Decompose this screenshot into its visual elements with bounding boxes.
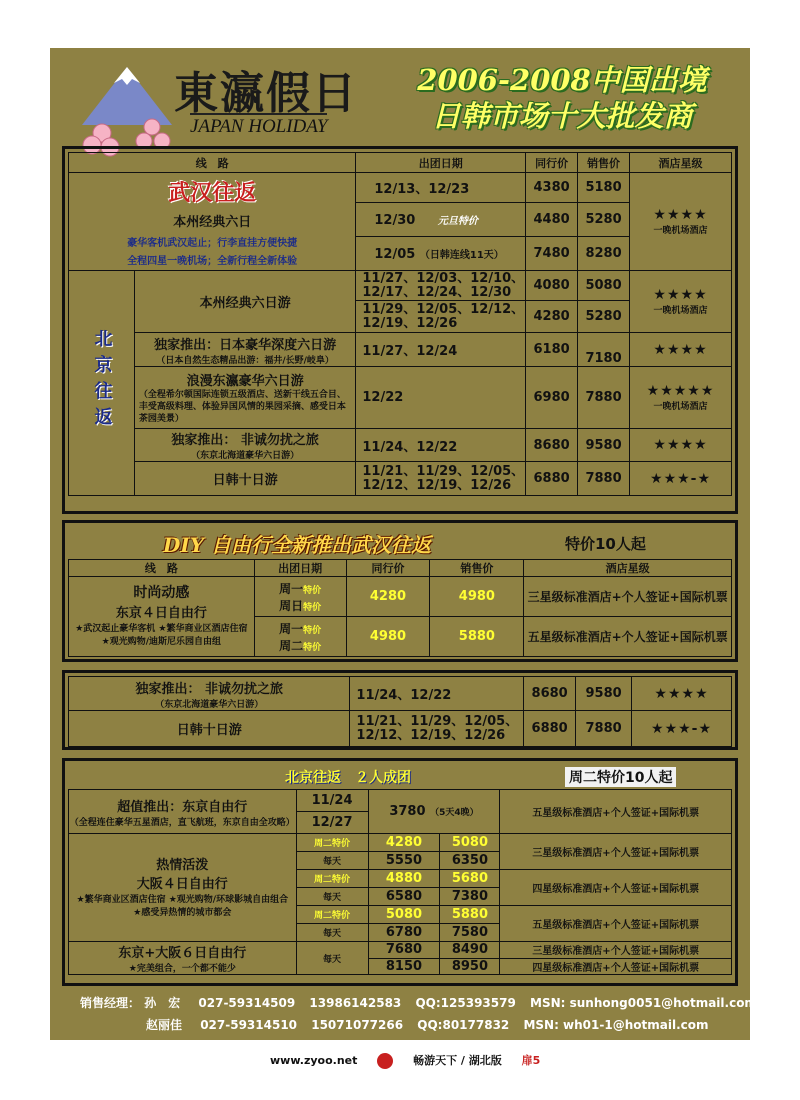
bj-sale-6: 7880 [578,462,630,496]
diy-day-2a: 周一 [279,621,304,636]
osaka-hotel-2: 四星级标准酒店+个人签证+国际机票 [500,870,732,906]
table-row [69,942,732,959]
wuhan-date-2-cell [356,203,526,237]
extra-date-1: 11/24、12/22 [350,677,524,711]
wuhan-desc2: 全程四星一晚机场；全新行程全新体验 [127,256,298,267]
wuhan-date-1: 12/13、12/23 [356,173,526,203]
osaka-sale-5: 5880 [440,906,500,924]
bj-route-5-sub: （东京北海道豪华六日游） [191,451,300,461]
combo-day: 每天 [296,942,368,975]
bj-sale-1: 5080 [578,271,630,301]
website: www.zyoo.net [270,1054,358,1067]
super-route-cell [69,790,297,834]
table-row [69,367,732,429]
diy-route-cell [69,577,255,657]
bj-route-4 [134,367,356,429]
osaka-day-5: 周二特价 [296,906,368,924]
diy-route-name: 时尚动感 [133,585,190,601]
combo-sale-1: 8490 [440,942,500,959]
osaka-sale-1: 5080 [440,834,500,852]
diy-title: DIY 自由行全新推出武汉往返 [163,533,431,557]
osaka-route-desc: ★繁华商业区酒店住宿 ★观光购物/环球影城自由组合 ★感受异热情的城市都会 [76,894,289,918]
diy-header-sale: 销售价 [430,560,524,577]
diy-peer-2: 4980 [346,617,430,657]
bj-date-2a: 11/29、12/05、12/12、 [362,301,525,317]
osaka-hotel-1: 三星级标准酒店+个人签证+国际机票 [500,834,732,870]
diy-tag-1b: 特价 [303,602,322,613]
diy-route-desc: ★武汉起止豪华客机 ★繁华商业区酒店住宿 ★观光购物/迪斯尼乐园自由组 [75,624,248,647]
osaka-day-6: 每天 [296,924,368,942]
bj-route-3-sub: （日本自然生态精品出游：福井/长野/岐阜） [156,355,334,366]
bj-sale-3: 7180 [578,333,630,367]
section-diy [62,520,738,662]
section-extra-routes [62,670,738,750]
extra-peer-1: 8680 [524,677,576,711]
publication: 畅游天下 / 湖北版 [413,1054,502,1067]
bj-hotel-4 [630,367,732,429]
flyer-page [50,48,757,1040]
diy-header-peer: 同行价 [346,560,430,577]
header-peer-price: 同行价 [526,153,578,173]
bj-hotel-6: ★★★-★ [630,462,732,496]
combo-route-name: 东京+大阪６日自由行 [118,946,247,961]
bj-peer-5: 8680 [526,429,578,462]
osaka-day-4: 每天 [296,888,368,906]
super-date-1: 11/24 [296,790,368,812]
super-price: 3780 [389,804,426,819]
diy-tag-2b: 特价 [303,642,322,653]
bj-route-3-name: 独家推出：日本豪华深度六日游 [154,337,337,353]
diy-tag-1: 特价 [303,585,322,596]
contact-row-2 [146,1016,709,1033]
headline [372,62,752,134]
extra-peer-2: 6880 [524,711,576,747]
table-row [69,677,732,711]
extra-sale-1: 9580 [576,677,632,711]
osaka-day-2: 每天 [296,852,368,870]
diy-day-1a: 周一 [279,581,304,596]
header-hotel: 酒店星级 [630,153,732,173]
osaka-peer-3: 4880 [368,870,440,888]
bj-hotel-1 [630,271,732,333]
contact-2-tel: 027-59314510 [200,1018,298,1032]
diy-hotel-1: 三星级标准酒店+个人签证+国际机票 [524,577,732,617]
super-hotel: 五星级标准酒店+个人签证+国际机票 [500,790,732,834]
extra-route-1-sub: （东京北海道豪华六日游） [155,699,264,710]
bj-sale-2: 5280 [578,301,630,333]
diy-day-1b: 周日 [279,598,304,613]
bj-route-4-name: 浪漫东瀛豪华六日游 [186,374,304,389]
combo-route-sub: ★完美组合，一个都不能少 [128,964,236,974]
page-number: 扉5 [521,1054,541,1067]
wuhan-sale-2: 5280 [578,203,630,237]
beijing-label-cell [69,271,135,496]
bj-route-1: 本州经典六日游 [134,271,356,333]
bj-peer-3: 6180 [526,333,578,367]
header-date: 出团日期 [356,153,526,173]
diy-tag-2: 特价 [303,625,322,636]
contact-row-1 [80,994,757,1011]
combo-peer-1: 7680 [368,942,440,959]
wuhan-name: 本州经典六日 [173,215,252,230]
combo-peer-2: 8150 [368,958,440,975]
contact-1-msn: MSN: sunhong0051@hotmail.com [530,996,757,1010]
osaka-peer-4: 6580 [368,888,440,906]
osaka-day-3: 周二特价 [296,870,368,888]
super-date-2: 12/27 [296,812,368,834]
osaka-route-cell [69,834,297,942]
diy-sale-2: 5880 [430,617,524,657]
table-row [69,333,732,367]
diy-header-date: 出团日期 [254,560,346,577]
osaka-peer-6: 6780 [368,924,440,942]
osaka-sale-3: 5680 [440,870,500,888]
diy-route-name2: 东京４日自由行 [115,606,207,621]
osaka-sale-6: 7580 [440,924,500,942]
diy-header-route: 线 路 [69,560,255,577]
bj-peer-4: 6980 [526,367,578,429]
diy-table [68,559,732,657]
super-route-name: 超值推出：东京自由行 [117,799,248,815]
contact-1-tel: 027-59314509 [198,996,296,1010]
bottom-bar [270,1052,540,1069]
logo-english: JAPAN HOLIDAY [190,113,327,138]
bj-hotel-1-stars: ★★★★ [653,287,708,303]
contact-2-name: 赵丽佳 [146,1018,183,1032]
diy-peer-1: 4280 [346,577,430,617]
wuhan-sale-3: 8280 [578,237,630,271]
bj-date-6 [356,462,526,496]
bj-date-2 [356,301,526,333]
extra-route-1-name: 独家推出： 非诚勿扰之旅 [135,681,283,697]
extra-route-1 [69,677,350,711]
bj-sale-4: 7880 [578,367,630,429]
bj-date-3: 11/27、12/24 [356,333,526,367]
bj-route-5 [134,429,356,462]
bj-date-2b: 12/19、12/26 [362,315,458,331]
table-header [69,560,732,577]
diy-day-2b: 周二 [279,638,304,653]
bj-date-1b: 12/17、12/24、12/30 [362,284,512,300]
section-beijing-free [62,758,738,986]
bj-peer-6: 6880 [526,462,578,496]
footer-contacts [50,988,757,1040]
wuhan-sale-1: 5180 [578,173,630,203]
extra-sale-2: 7880 [576,711,632,747]
combo-hotel-2: 四星级标准酒店+个人签证+国际机票 [500,958,732,975]
combo-hotel-1: 三星级标准酒店+个人签证+国际机票 [500,942,732,959]
osaka-sale-2: 6350 [440,852,500,870]
bj-free-table [68,789,732,975]
osaka-sale-4: 7380 [440,888,500,906]
bj-peer-1: 4080 [526,271,578,301]
beijing-label: 北京往返 [91,329,113,433]
extra-date-2b: 12/12、12/19、12/26 [356,727,506,743]
table-row [69,271,732,301]
bj-date-1a: 11/27、12/03、12/10、 [362,270,525,286]
osaka-hotel-3: 五星级标准酒店+个人签证+国际机票 [500,906,732,942]
super-route-sub: （全程连住豪华五星酒店，直飞航班，东京自由全攻略） [69,817,295,828]
contact-1-mobile: 13986142583 [309,996,402,1010]
bj-hotel-4-stars: ★★★★★ [646,383,715,399]
table-row [69,173,732,203]
bj-route-4-sub: （全程希尔顿国际连锁五级酒店、送新干线五合目、丰受高级料理、体验异国风情的果园采摘、感受日本茶园美景） [138,390,346,424]
bj-hotel-5: ★★★★ [630,429,732,462]
bj-date-5: 11/24、12/22 [356,429,526,462]
wuhan-date-2-note: 元旦特价 [437,215,478,227]
combo-route-cell [69,942,297,975]
extra-routes-table [68,676,732,747]
osaka-route-name: 热情活泼 [156,857,209,873]
wuhan-peer-3: 7480 [526,237,578,271]
extra-hotel-2: ★★★-★ [632,711,732,747]
sales-manager-label: 销售经理： [80,996,141,1010]
wuhan-hotel-cell [630,173,732,271]
headline-line1: 2006-2008中国出境 [417,63,707,97]
combo-sale-2: 8950 [440,958,500,975]
logo-chinese: 東瀛假日 [174,68,358,119]
wuhan-date-3-cell [356,237,526,271]
diy-hotel-2: 五星级标准酒店+个人签证+国际机票 [524,617,732,657]
bj-route-6: 日韩十日游 [134,462,356,496]
wuhan-date-3: 12/05 [374,246,416,262]
wuhan-date-3-note: （日韩连线11天） [419,249,504,261]
wuhan-date-2: 12/30 [374,212,416,228]
wuhan-hotel-stars: ★★★★ [653,207,708,223]
section-main-routes [62,146,738,514]
contact-1-name: 孙 宏 [144,996,181,1010]
osaka-peer-2: 5550 [368,852,440,870]
bj-peer-2: 4280 [526,301,578,333]
main-routes-table [68,152,732,496]
bj-free-price-note: 周二特价10人起 [565,767,676,787]
diy-days-1 [254,577,346,617]
headline-line2: 日韩市场十大批发商 [431,99,693,133]
diy-sale-1: 4980 [430,577,524,617]
super-price-note: （5天4晚） [430,808,479,818]
header-route: 线 路 [69,153,356,173]
bj-hotel-1-note: 一晚机场酒店 [653,306,708,316]
wuhan-route-cell [69,173,356,271]
extra-date-2a: 11/21、11/29、12/05、 [356,713,519,729]
diy-header-hotel: 酒店星级 [524,560,732,577]
bj-date-6b: 12/12、12/19、12/26 [362,477,512,493]
wuhan-peer-1: 4380 [526,173,578,203]
bj-sale-5: 9580 [578,429,630,462]
table-row [69,429,732,462]
diy-days-2 [254,617,346,657]
table-row [69,462,732,496]
diy-price-note: 特价10人起 [565,535,646,553]
osaka-peer-5: 5080 [368,906,440,924]
extra-date-2 [350,711,524,747]
contact-1-qq: QQ:125393579 [415,996,516,1010]
wuhan-desc1: 豪华客机武汉起止；行李直挂方便快捷 [127,238,298,249]
logo-badge-icon [377,1053,393,1069]
bj-hotel-3: ★★★★ [630,333,732,367]
osaka-day-1: 周二特价 [296,834,368,852]
contact-2-qq: QQ:80177832 [417,1018,510,1032]
bj-route-5-name: 独家推出： 非诚勿扰之旅 [171,433,319,448]
bj-date-6a: 11/21、11/29、12/05、 [362,463,525,479]
header-sale-price: 销售价 [578,153,630,173]
wuhan-title: 武汉往返 [168,180,257,206]
table-row [69,834,732,852]
extra-route-2: 日韩十日游 [69,711,350,747]
wuhan-hotel-note: 一晚机场酒店 [653,226,708,236]
table-row [69,577,732,617]
bj-route-3 [134,333,356,367]
contact-2-msn: MSN: wh01-1@hotmail.com [523,1018,709,1032]
osaka-peer-1: 4280 [368,834,440,852]
table-row [69,711,732,747]
super-price-cell [368,790,500,834]
bj-free-title: 北京往返 ２人成团 [285,770,411,786]
wuhan-peer-2: 4480 [526,203,578,237]
extra-hotel-1: ★★★★ [632,677,732,711]
bj-date-4: 12/22 [356,367,526,429]
bj-hotel-4-note: 一晚机场酒店 [653,402,708,412]
osaka-route-name2: 大阪４日自由行 [136,876,228,892]
table-row [69,790,732,812]
contact-2-mobile: 15071077266 [311,1018,404,1032]
bj-date-1 [356,271,526,301]
table-header [69,153,732,173]
